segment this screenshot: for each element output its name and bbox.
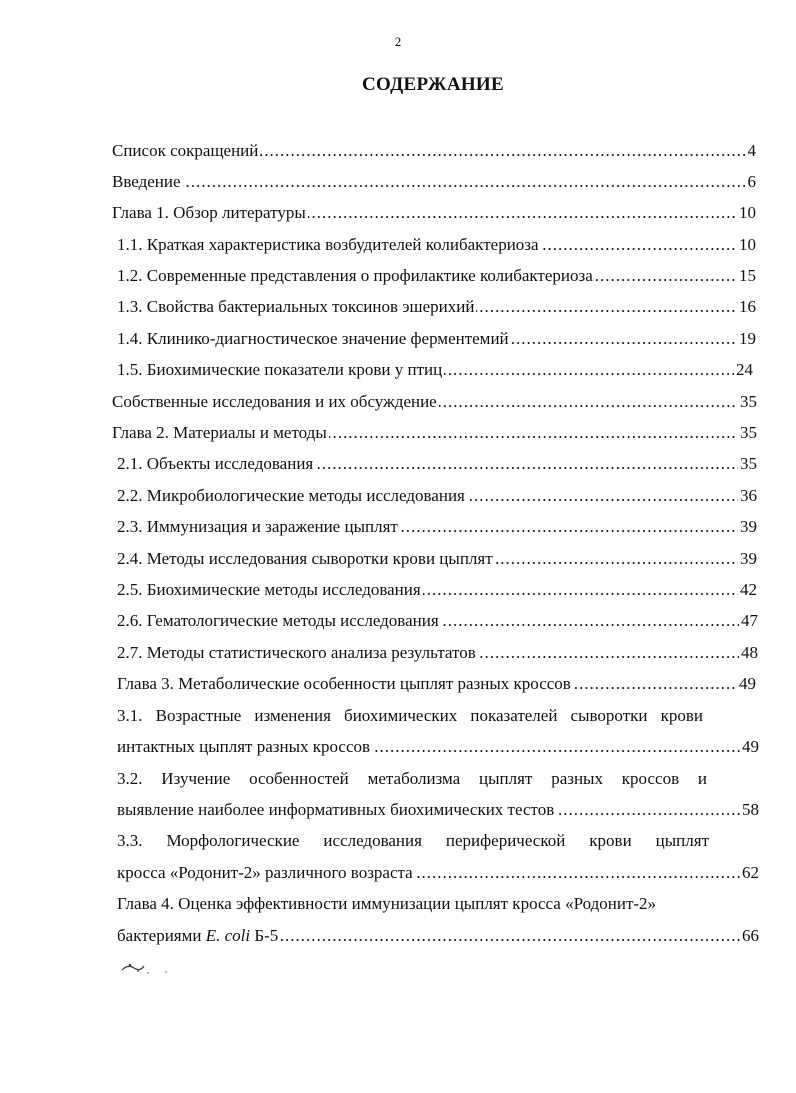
toc-entry[interactable]: [112, 422, 757, 444]
toc-entry-page: 15: [739, 266, 756, 285]
toc-entry-label: 3.1. Возрастные изменения биохимических показателей сыворотки крови: [117, 706, 703, 725]
toc-entry-line1[interactable]: [117, 768, 707, 790]
toc-entry-page: 16: [739, 297, 756, 316]
toc-entry-label: 1.3. Свойства бактериальных токсинов эшерихий: [117, 297, 475, 316]
toc-entry[interactable]: [117, 548, 757, 570]
toc-entry-page: 10: [739, 203, 756, 222]
toc-entry-line1[interactable]: [117, 893, 727, 915]
toc-entry[interactable]: [117, 453, 757, 475]
toc-entry-page: 19: [739, 329, 756, 348]
toc-entry-label: интактных цыплят разных кроссов: [117, 737, 371, 756]
scan-smudge: [118, 956, 178, 976]
toc-title: СОДЕРЖАНИЕ: [362, 74, 504, 95]
toc-entry-label: 2.3. Иммунизация и заражение цыплят: [117, 517, 398, 536]
toc-entry-page: 49: [739, 674, 756, 693]
toc-entry-label: Глава 4. Оценка эффективности иммунизации цыплят кросса «Родонит-2»: [117, 894, 657, 913]
toc-entry-label: [117, 925, 280, 947]
toc-entry-page: 58: [742, 800, 759, 819]
toc-entry-label: выявление наиболее информативных биохимических тестов: [117, 800, 555, 819]
toc-entry-label: 2.4. Методы исследования сыворотки крови цыплят: [117, 549, 493, 568]
toc-entry[interactable]: [117, 328, 756, 350]
toc-entry[interactable]: [117, 234, 756, 256]
toc-entry-page: 10: [739, 235, 756, 254]
toc-entry-label: 2.7. Методы статистического анализа результатов: [117, 643, 476, 662]
toc-entry-page: 48: [741, 643, 758, 662]
toc-entry-page: 47: [741, 611, 758, 630]
toc-entry-label: 2.2. Микробиологические методы исследования: [117, 486, 465, 505]
toc-entry-label: 1.5. Биохимические показатели крови у птиц: [117, 360, 443, 379]
toc-entry[interactable]: [112, 171, 756, 193]
toc-entry[interactable]: [117, 516, 757, 538]
toc-entry-page: 35: [740, 454, 757, 473]
toc-entry-line1[interactable]: [117, 830, 709, 852]
toc-entry-label: 1.4. Клинико-диагностическое значение ферментемий: [117, 329, 509, 348]
toc-entry-page: 35: [740, 392, 757, 411]
toc-entry[interactable]: [117, 296, 756, 318]
toc-entry-page: 6: [747, 172, 756, 191]
toc-entry[interactable]: [117, 799, 759, 821]
leader-dots: [112, 171, 756, 193]
toc-entry-page: 35: [740, 423, 757, 442]
toc-entry-label: 1.2. Современные представления о профилактике колибактериоза: [117, 266, 593, 285]
toc-entry[interactable]: [117, 736, 759, 758]
toc-entry-page: 36: [740, 486, 757, 505]
toc-entry-page: 42: [740, 580, 757, 599]
toc-entry[interactable]: [112, 391, 757, 413]
toc-entry-label: 2.1. Объекты исследования: [117, 454, 314, 473]
toc-entry-page: 4: [747, 141, 756, 160]
toc-entry-label: Глава 3. Метаболические особенности цыплят разных кроссов: [117, 674, 571, 693]
toc-entry-label: Собственные исследования и их обсуждение: [112, 392, 437, 411]
toc-entry-page: 66: [742, 926, 759, 945]
label-italic: E. coli: [205, 926, 251, 945]
toc-entry-page: 49: [742, 737, 759, 756]
page-number: 2: [394, 34, 402, 49]
toc-entry[interactable]: [112, 140, 756, 162]
toc-entry-label: 2.6. Гематологические методы исследования: [117, 611, 439, 630]
toc-entry[interactable]: [117, 485, 757, 507]
toc-entry[interactable]: [117, 610, 758, 632]
toc-entry[interactable]: [117, 925, 759, 947]
toc-entry-page: 39: [740, 517, 757, 536]
toc-entry[interactable]: [117, 673, 756, 695]
toc-entry-label: Список сокращений: [112, 141, 259, 160]
toc-entry-label: 3.2. Изучение особенностей метаболизма цыплят разных кроссов и: [117, 769, 707, 788]
toc-entry-line1[interactable]: [117, 705, 703, 727]
toc-entry[interactable]: [117, 359, 753, 381]
label-prefix: бактериями: [117, 926, 202, 945]
toc-entry-page: 39: [740, 549, 757, 568]
toc-entry[interactable]: [117, 265, 756, 287]
toc-entry-label: Глава 1. Обзор литературы: [112, 203, 306, 222]
toc-entry[interactable]: [112, 202, 756, 224]
toc-entry-page: 24: [736, 360, 753, 379]
toc-entry-label: Глава 2. Материалы и методы: [112, 423, 327, 442]
toc-entry-page: 62: [742, 863, 759, 882]
toc-entry[interactable]: [117, 642, 758, 664]
toc-entry[interactable]: [117, 579, 757, 601]
toc-entry-label: 2.5. Биохимические методы исследования: [117, 580, 421, 599]
label-suffix: Б-5: [254, 926, 279, 945]
toc-entry-label: Введение: [112, 172, 181, 191]
toc-entry-label: 3.3. Морфологические исследования периферической крови цыплят: [117, 831, 709, 850]
toc-entry-label: кросса «Родонит-2» различного возраста: [117, 863, 413, 882]
toc-entry-label: 1.1. Краткая характеристика возбудителей колибактериоза: [117, 235, 539, 254]
toc-entry[interactable]: [117, 862, 759, 884]
